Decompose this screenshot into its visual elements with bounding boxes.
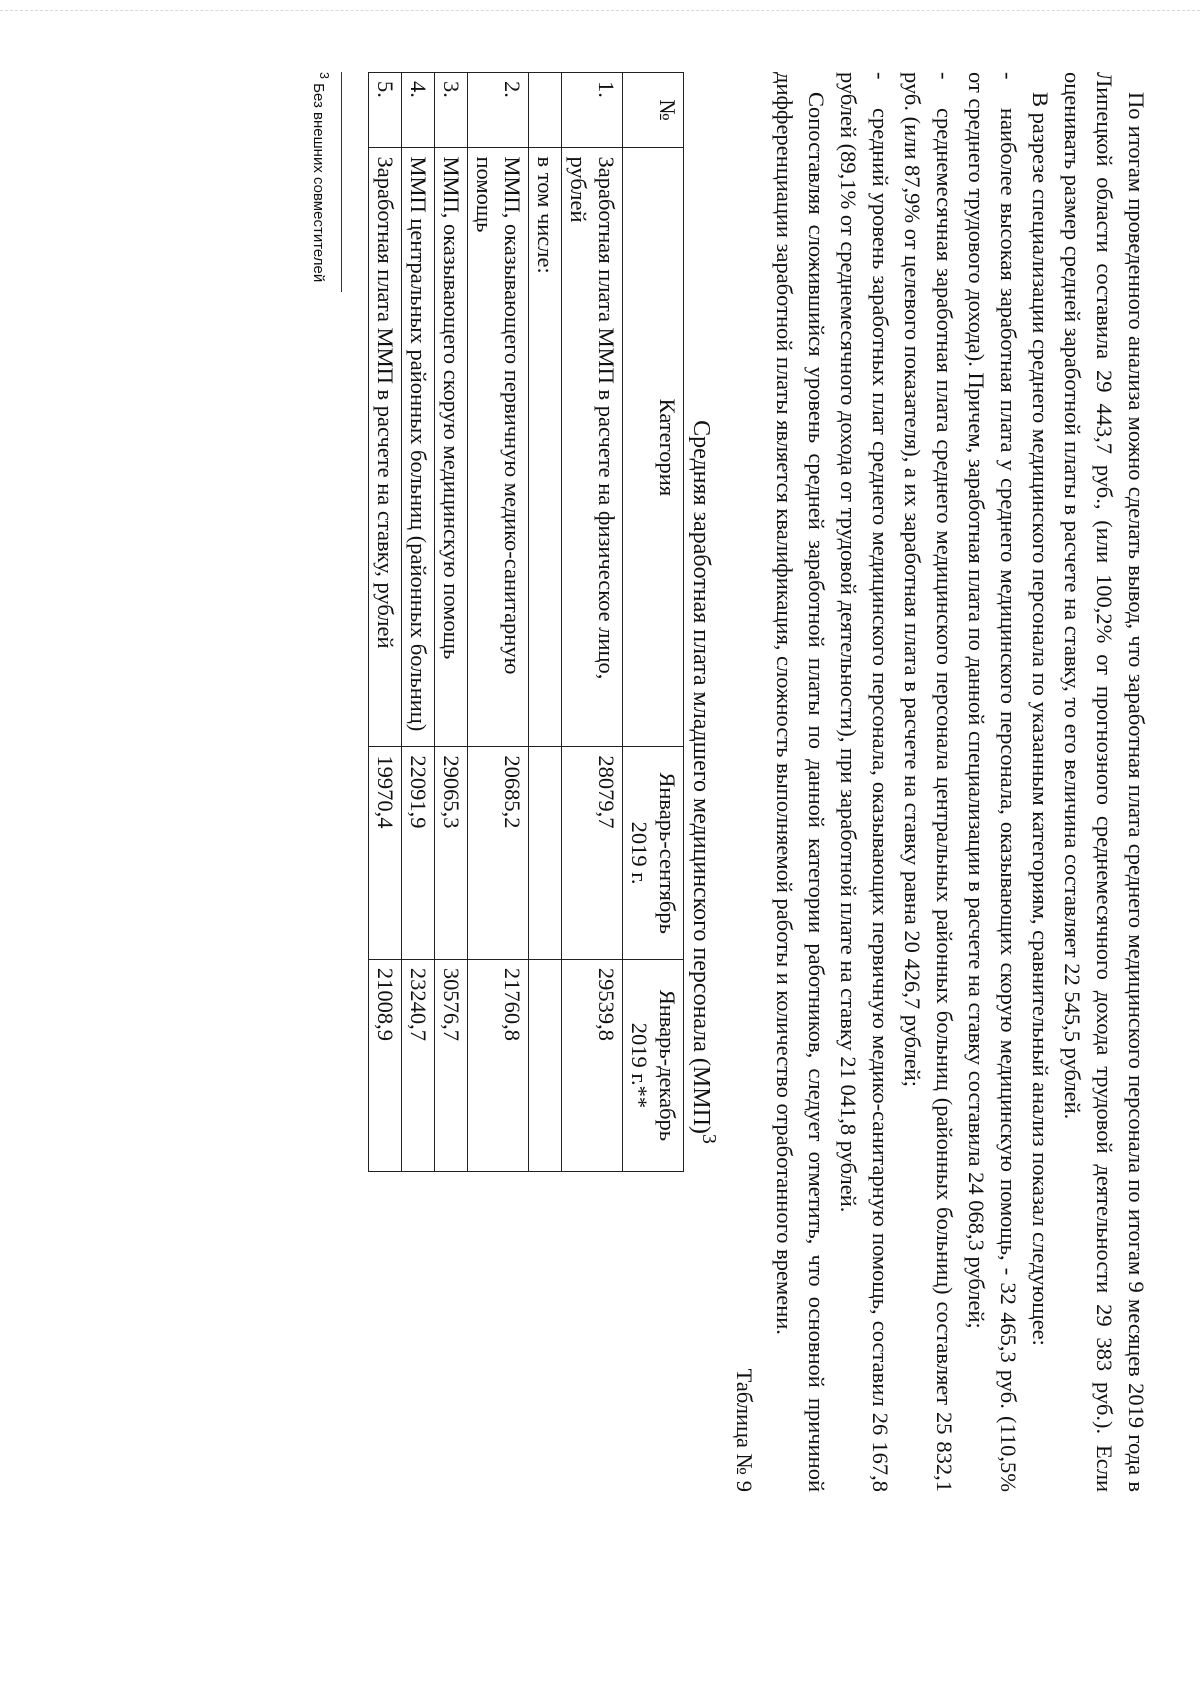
cell-value-1: 20685,2	[468, 747, 529, 959]
table-row	[468, 73, 529, 1172]
table-row	[402, 73, 435, 1172]
bullet-2	[896, 72, 960, 1492]
bullet-dash: -	[932, 72, 957, 80]
footnote-text: Без внешних совместителей	[310, 83, 327, 283]
page-top-border	[0, 10, 1200, 11]
table-title-footnote-mark: 3	[698, 1133, 720, 1144]
cell-num: 1.	[562, 73, 623, 148]
cell-value-2: 30576,7	[435, 959, 468, 1171]
cell-num: 2.	[468, 73, 529, 148]
cell-num	[529, 73, 562, 148]
cell-value-1	[529, 747, 562, 959]
table-row	[369, 73, 402, 1172]
cell-value-2: 21008,9	[369, 959, 402, 1171]
paragraph-1: По итогам проведенного анализа можно сделать вывод, что заработная плата среднего медицинского персонала по итогам 9 месяцев 2019 года в Липецкой области составила 29 443,7 руб., (или 100,2% от прогнозного среднемесячного дохода трудовой деятельности 29 383 руб.). Если оценивать размер средней заработной платы в расчете на ставку, то его величина составляет 22 545,5 рублей.	[1060, 72, 1149, 1492]
table-row	[562, 73, 623, 1172]
cell-value-2: 23240,7	[402, 959, 435, 1171]
table-title-text: Средняя заработная плата младшего медицинского персонала (ММП)	[688, 420, 714, 1134]
table-label: Таблица № 9	[732, 1368, 757, 1492]
cell-category: ММП, оказывающего скорую медицинскую помощь	[435, 148, 468, 747]
footnote-mark: 3	[317, 72, 331, 79]
cell-value-2	[529, 959, 562, 1171]
cell-num: 5.	[369, 73, 402, 148]
cell-category: Заработная плата ММП в расчете на физическое лицо, рублей	[562, 148, 623, 747]
cell-num: 3.	[435, 73, 468, 148]
header-jan-dec: Январь-декабрь 2019 г.**	[623, 959, 684, 1171]
cell-category: Заработная плата ММП в расчете на ставку, рублей	[369, 148, 402, 747]
cell-value-1: 19970,4	[369, 747, 402, 959]
bullet-dash: -	[996, 72, 1021, 80]
bullet-3	[832, 72, 896, 1492]
paragraph-3: Сопоставляя сложившийся уровень средней заработной платы по данной категории работников, следует отметить, что основной причиной дифференциации заработной платы является квалификация, сложность выполняемой работы и количество отработанного времени.	[772, 72, 829, 1492]
cell-value-1: 22091,9	[402, 747, 435, 959]
table-row	[529, 73, 562, 1172]
table-row	[435, 73, 468, 1172]
cell-value-2: 21760,8	[468, 959, 529, 1171]
bullet-dash: -	[868, 72, 893, 80]
bullet-3-text: средний уровень заработных плат среднего медицинского персонала, оказывающих первичную медико-санитарную помощь, составил 26 167,8 рублей (89,1% от среднемесячного дохода от трудовой деятельности), при заработной плате на ставку 21 041,8 рублей.	[836, 72, 893, 1492]
footnote	[310, 72, 331, 1492]
cell-num: 4.	[402, 73, 435, 148]
paragraph-2: В разрезе специализации среднего медицинского персонала по указанным категориям, сравнительный анализ показал следующее:	[1028, 92, 1053, 1346]
bullet-1-text: наиболее высокая заработная плата у среднего медицинского персонала, оказывающих скорую медицинскую помощь, - 32 465,3 руб. (110,5% от среднего трудового дохода). Причем, заработная плата по данной специализации в расчете на ставку составила 24 068,3 рублей;	[964, 72, 1021, 1492]
salary-table	[368, 72, 684, 1172]
cell-category: ММП центральных районных больниц (районных больниц)	[402, 148, 435, 747]
cell-category: ММП, оказывающего первичную медико-санитарную помощь	[468, 148, 529, 747]
cell-value-2: 29539,8	[562, 959, 623, 1171]
header-category: Категория	[623, 148, 684, 747]
table-title	[684, 72, 726, 1492]
cell-value-1: 29065,3	[435, 747, 468, 959]
rotated-page-content	[272, 72, 1152, 1492]
header-num: №	[623, 73, 684, 148]
header-jan-sep: Январь-сентябрь 2019 г.	[623, 747, 684, 959]
bullet-1	[960, 72, 1024, 1492]
cell-value-1: 28079,7	[562, 747, 623, 959]
bullet-2-text: среднемесячная заработная плата среднего медицинского персонала центральных районных больниц (районных больниц) составляет 25 832,1 руб. (или 87,9% от целевого показателя), а их заработная плата в расчете на ставку равна 20 426,7 рублей;	[900, 72, 957, 1492]
table-header-row	[623, 73, 684, 1172]
footnote-separator	[341, 72, 342, 292]
cell-category: в том числе:	[529, 148, 562, 747]
